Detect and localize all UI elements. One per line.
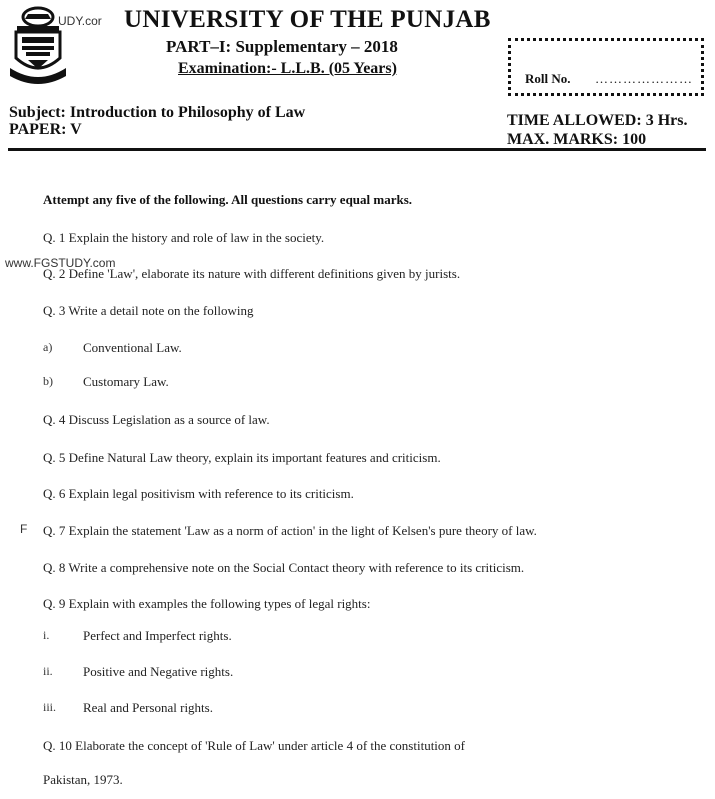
subitem-marker: i. [43, 628, 50, 642]
roll-number-blank: ………………… [595, 71, 693, 86]
subitem-marker: ii. [43, 664, 53, 678]
question-1: Q. 1 Explain the history and role of law in the society. [43, 230, 325, 245]
question-10: Q. 10 Elaborate the concept of 'Rule of Law' under article 4 of the constitution of [43, 738, 465, 753]
exam-name: Examination:- L.L.B. (05 Years) [178, 60, 397, 77]
question-9-subitem: Perfect and Imperfect rights. [83, 628, 232, 643]
header-divider [8, 148, 706, 151]
university-title: UNIVERSITY OF THE PUNJAB [124, 6, 491, 33]
question-3-subitem: Conventional Law. [83, 340, 182, 355]
exam-instructions: Attempt any five of the following. All questions carry equal marks. [43, 192, 413, 207]
question-10-continued: Pakistan, 1973. [43, 772, 123, 787]
question-3-subitem: Customary Law. [83, 374, 169, 389]
exam-part: PART–I: Supplementary – 2018 [166, 37, 398, 56]
paper-line: PAPER: V [9, 121, 82, 138]
subject-line: Subject: Introduction to Philosophy of Law [9, 104, 306, 121]
roll-number-box [508, 38, 704, 96]
subitem-marker: a) [43, 340, 53, 354]
question-5: Q. 5 Define Natural Law theory, explain its important features and criticism. [43, 450, 441, 465]
question-6: Q. 6 Explain legal positivism with reference to its criticism. [43, 486, 354, 501]
question-4: Q. 4 Discuss Legislation as a source of law. [43, 412, 270, 427]
watermark-text: www.FGSTUDY.com [5, 256, 116, 270]
roll-number-label: Roll No. [525, 71, 571, 86]
watermark-text: F [20, 522, 28, 536]
subitem-marker: b) [43, 374, 53, 388]
max-marks: MAX. MARKS: 100 [507, 131, 647, 148]
question-2: Q. 2 Define 'Law', elaborate its nature with different definitions given by jurists. [43, 266, 461, 281]
question-9-subitem: Positive and Negative rights. [83, 664, 234, 679]
question-9: Q. 9 Explain with examples the following types of legal rights: [43, 596, 371, 611]
question-8: Q. 8 Write a comprehensive note on the Social Contact theory with reference to its criticism. [43, 560, 525, 575]
subitem-marker: iii. [43, 700, 57, 714]
watermark-text: UDY.cor [58, 14, 102, 28]
question-7: Q. 7 Explain the statement 'Law as a norm of action' in the light of Kelsen's pure theory of law. [43, 523, 537, 538]
time-allowed: TIME ALLOWED: 3 Hrs. [507, 112, 688, 129]
question-9-subitem: Real and Personal rights. [83, 700, 213, 715]
question-3: Q. 3 Write a detail note on the following [43, 303, 254, 318]
